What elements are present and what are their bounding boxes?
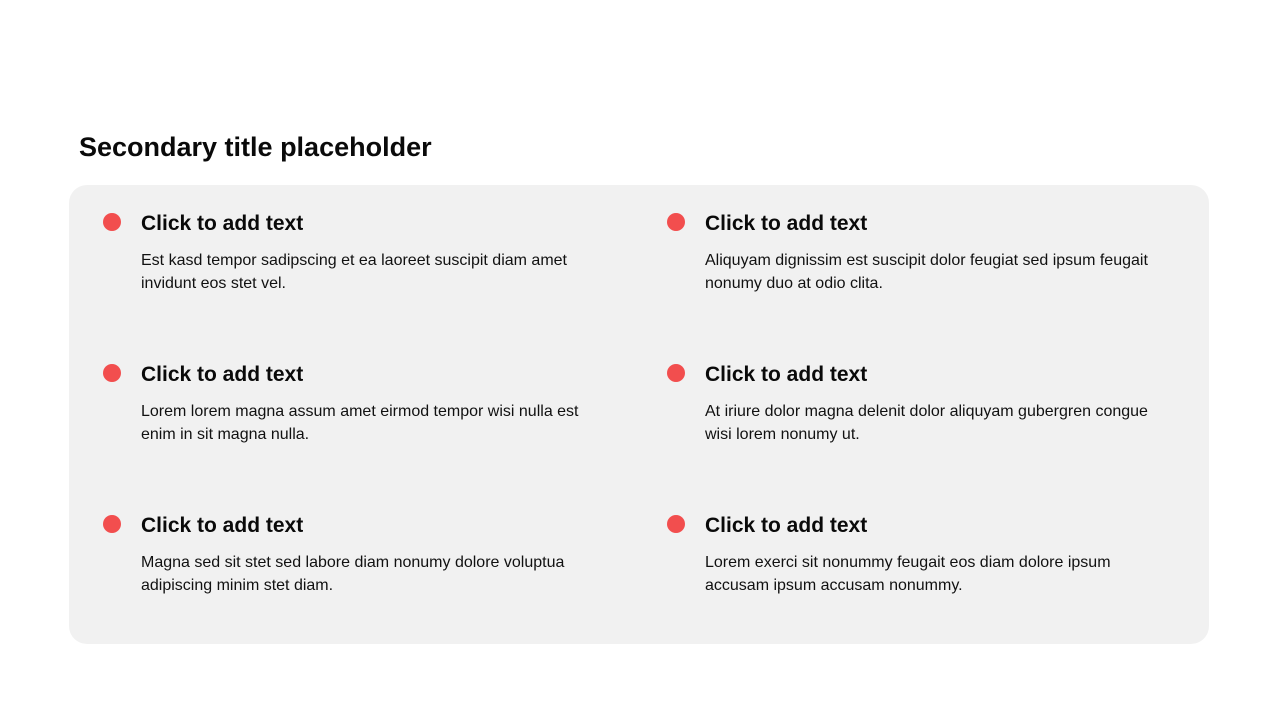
item-body[interactable]: Aliquyam dignissim est suscipit dolor feugiat sed ipsum feugait nonumy duo at odio clita. xyxy=(705,252,1148,292)
bullet-dot-icon xyxy=(103,364,121,382)
bullet-dot-icon xyxy=(667,364,685,382)
item-heading[interactable]: Click to add text xyxy=(141,514,304,537)
item-heading[interactable]: Click to add text xyxy=(705,363,868,386)
item-heading[interactable]: Click to add text xyxy=(705,514,868,537)
item-body[interactable]: Lorem exerci sit nonummy feugait eos diam dolore ipsum accusam ipsum accusam nonummy. xyxy=(705,554,1111,594)
content-panel xyxy=(69,185,1209,644)
bullet-dot-icon xyxy=(667,515,685,533)
item-heading[interactable]: Click to add text xyxy=(141,363,304,386)
slide-title[interactable]: Secondary title placeholder xyxy=(79,132,432,162)
item-heading[interactable]: Click to add text xyxy=(705,212,868,235)
bullet-dot-icon xyxy=(103,213,121,231)
item-body[interactable]: Magna sed sit stet sed labore diam nonumy dolore voluptua adipiscing minim stet diam. xyxy=(141,554,565,594)
item-body[interactable]: Est kasd tempor sadipscing et ea laoreet suscipit diam amet invidunt eos stet vel. xyxy=(141,252,567,292)
item-heading[interactable]: Click to add text xyxy=(141,212,304,235)
item-body[interactable]: At iriure dolor magna delenit dolor aliquyam gubergren congue wisi lorem nonumy ut. xyxy=(705,403,1148,443)
bullet-dot-icon xyxy=(667,213,685,231)
bullet-dot-icon xyxy=(103,515,121,533)
item-body[interactable]: Lorem lorem magna assum amet eirmod tempor wisi nulla est enim in sit magna nulla. xyxy=(141,403,579,443)
